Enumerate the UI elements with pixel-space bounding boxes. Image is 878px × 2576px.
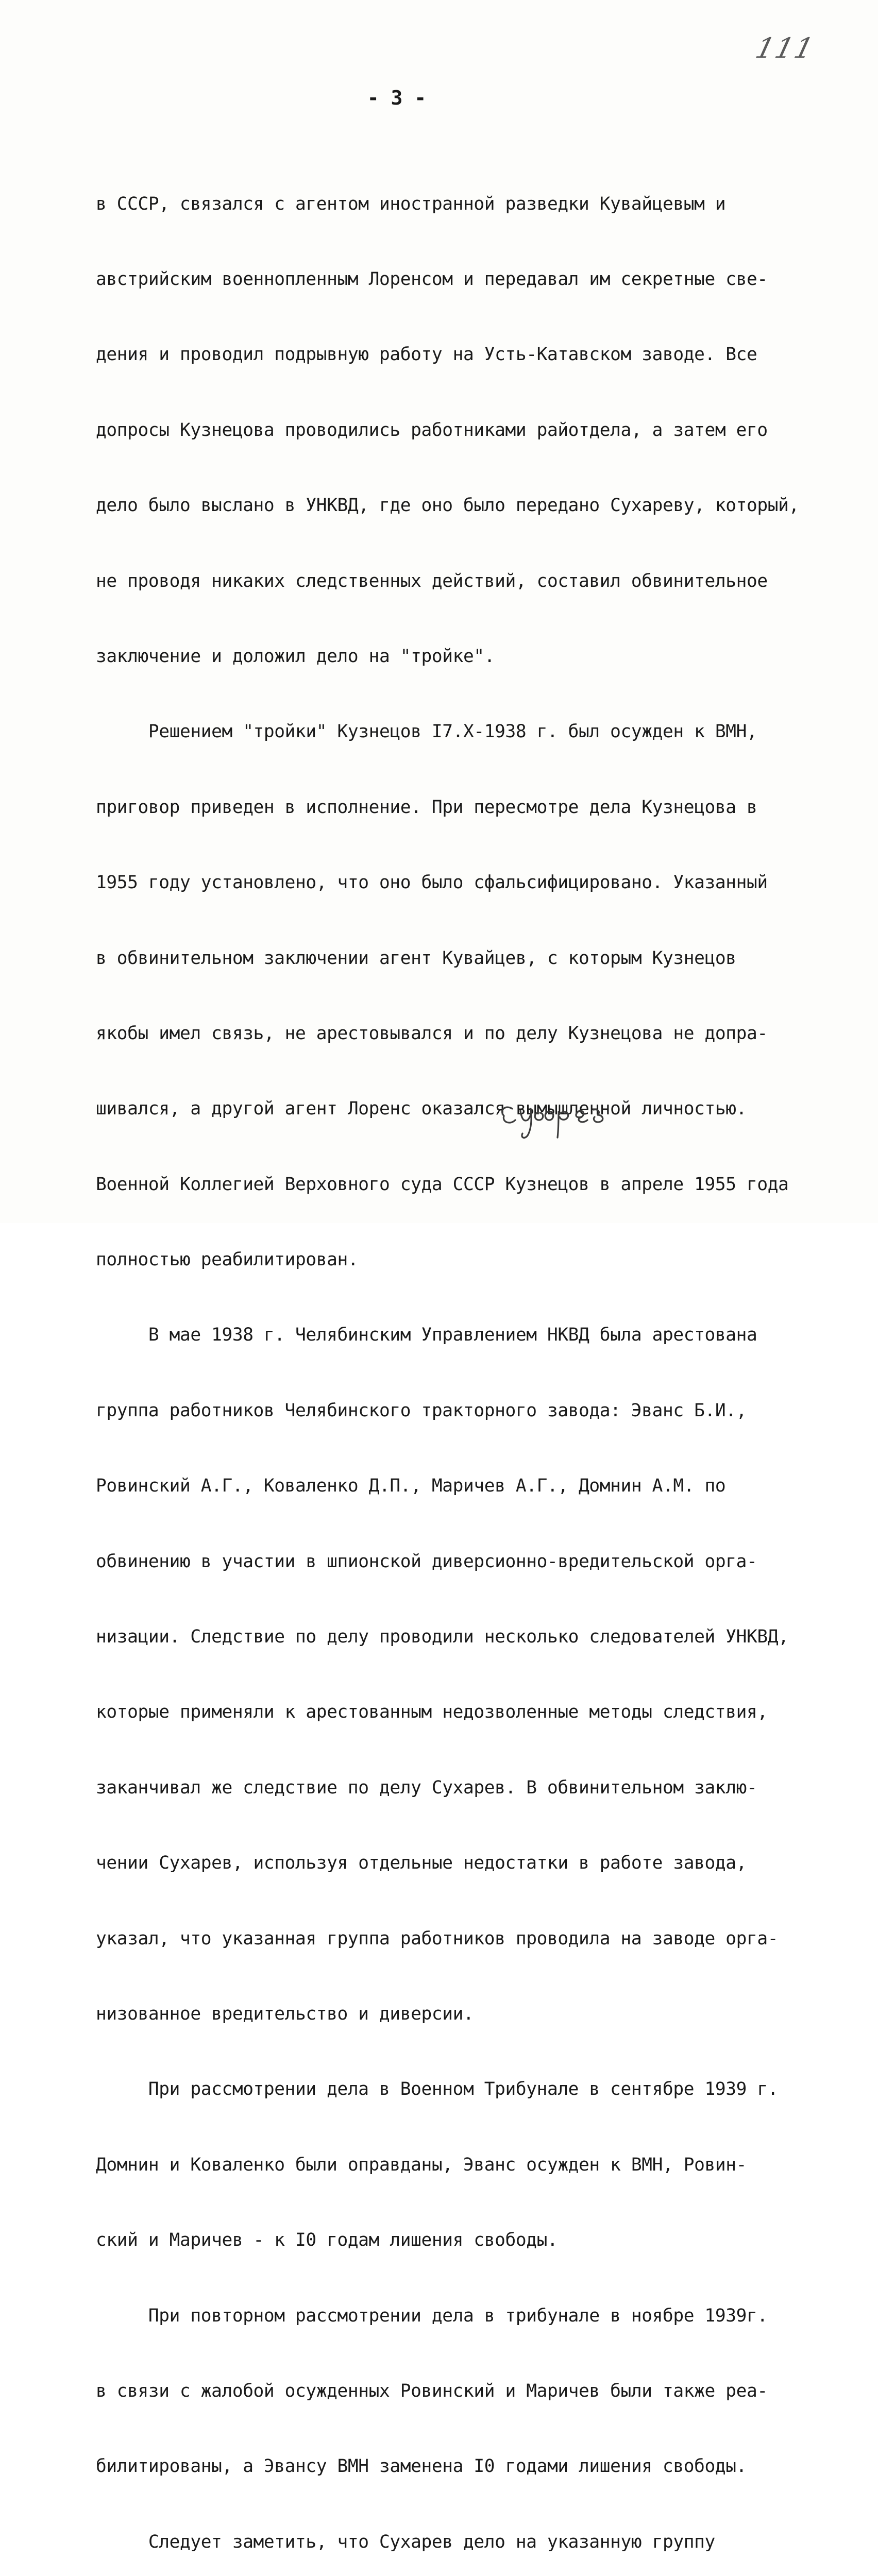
text-line: указал, что указанная группа работников проводила на заводе орга- — [96, 1928, 779, 1949]
text-line: приговор приведен в исполнение. При пересмотре дела Кузнецова в — [96, 796, 757, 818]
text-line: 1955 году установлено, что оно было сфальсифицировано. Указанный — [96, 872, 768, 893]
text-line: обвинению в участии в шпионской диверсионно-вредительской орга- — [96, 1551, 757, 1572]
text-line: дения и проводил подрывную работу на Усть-Катавском заводе. Все — [96, 344, 757, 365]
text-line: билитированы, а Эвансу ВМН заменена I0 годами лишения свободы. — [96, 2456, 747, 2477]
text-line: В мае 1938 г. Челябинским Управлением НКВД была арестована — [96, 1325, 757, 1346]
text-line: Военной Коллегией Верховного суда СССР Кузнецов в апреле 1955 года — [96, 1174, 789, 1195]
text-line: не проводя никаких следственных действий, составил обвинительное — [96, 570, 768, 591]
text-line: При рассмотрении дела в Военном Трибунале в сентябре 1939 г. — [96, 2079, 779, 2100]
text-line: австрийским военнопленным Лоренсом и передавал им секретные све- — [96, 268, 768, 290]
text-line: Следует заметить, что Сухарев дело на указанную группу — [96, 2531, 715, 2552]
text-line: Решением "тройки" Кузнецов I7.X-1938 г. был осужден к ВМН, — [96, 721, 757, 742]
page-number: - 3 - — [367, 87, 427, 109]
text-line: Ровинский А.Г., Коваленко Д.П., Маричев А.Г., Домнин А.М. по — [96, 1476, 726, 1497]
text-line: заключение и доложил дело на "тройке". — [96, 646, 495, 667]
text-line: дело было выслано в УНКВД, где оно было передано Сухареву, который, — [96, 495, 799, 516]
text-line: ский и Маричев - к I0 годам лишения свободы. — [96, 2230, 558, 2251]
text-line: якобы имел связь, не арестовывался и по делу Кузнецова не допра- — [96, 1023, 768, 1044]
text-line: При повторном рассмотрении дела в трибунале в ноябре 1939г. — [96, 2305, 768, 2326]
text-line: низации. Следствие по делу проводили несколько следователей УНКВД, — [96, 1626, 789, 1648]
document-body — [96, 141, 802, 2576]
text-line: группа работников Челябинского тракторного завода: Эванс Б.И., — [96, 1400, 747, 1421]
text-line: допросы Кузнецова проводились работниками райотдела, а затем его — [96, 419, 768, 440]
archive-page-number: 111 — [752, 32, 818, 64]
signature-icon — [495, 1086, 629, 1143]
text-line: шивался, а другой агент Лоренс оказался вымышленной личностью. — [96, 1098, 747, 1120]
text-line: в СССР, связался с агентом иностранной разведки Кувайцевым и — [96, 193, 726, 214]
text-line: в обвинительном заключении агент Кувайцев, с которым Кузнецов — [96, 947, 736, 969]
text-line: которые применяли к арестованным недозволенные методы следствия, — [96, 1702, 768, 1723]
text-line: в связи с жалобой осужденных Ровинский и Маричев были также реа- — [96, 2380, 768, 2401]
text-line: Домнин и Коваленко были оправданы, Эванс осужден к ВМН, Ровин- — [96, 2154, 747, 2175]
text-line: полностью реабилитирован. — [96, 1249, 359, 1270]
text-line: чении Сухарев, используя отдельные недостатки в работе завода, — [96, 1853, 747, 1874]
text-line: заканчивал же следствие по делу Сухарев. В обвинительном заклю- — [96, 1777, 757, 1798]
text-line: низованное вредительство и диверсии. — [96, 2003, 474, 2024]
handwritten-signature — [495, 1086, 629, 1143]
